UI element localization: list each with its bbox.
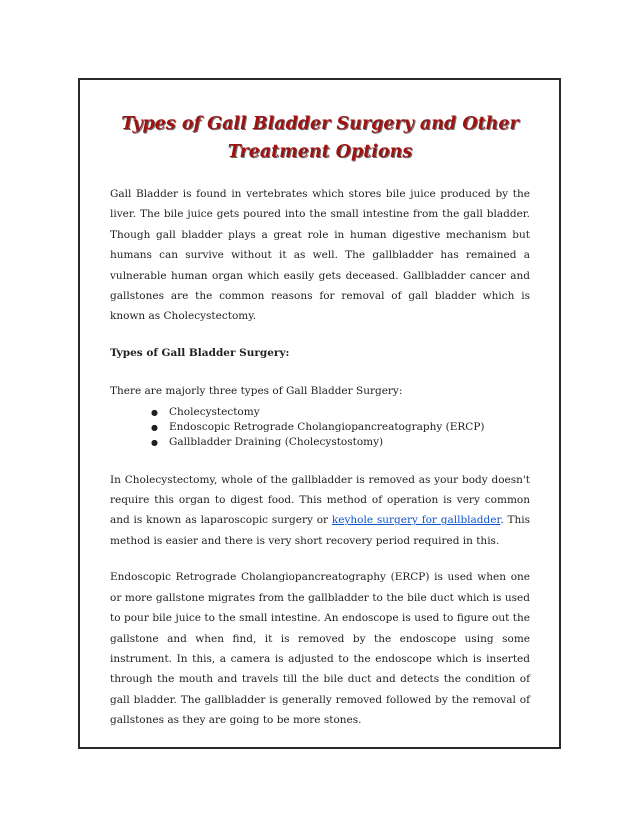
cholecystectomy-text-before-link: In Cholecystectomy, whole of the gallbladder is removed as your body doesn't require this organ to digest food. This method of operation is very common and is known as laparoscopic surgery or xyxy=(110,473,530,527)
title-line-2: Treatment Options xyxy=(227,142,413,162)
document-title xyxy=(110,110,530,166)
ercp-paragraph: Endoscopic Retrograde Cholangiopancreatography (ERCP) is used when one or more gallstone migrates from the gallbladder to the bile duct which is used to pour bile juice to the small intestine. An endoscope is used to figure out the gallstone and when find, it is removed by the endoscope using some instrument. In this, a camera is adjusted to the endoscope which is inserted through the mouth and travels till the bile duct and detects the condition of gall bladder. The gallbladder is generally removed followed by the removal of gallstones as they are going to be more stones. xyxy=(110,571,530,727)
title-line-1: Types of Gall Bladder Surgery and Other xyxy=(121,114,519,134)
list-item xyxy=(110,435,530,450)
cholecystectomy-text-after-link: . This method is easier and there is very short recovery period required in this. xyxy=(110,514,530,547)
list-intro-paragraph: There are majorly three types of Gall Bladder Surgery: xyxy=(110,385,403,398)
bullet-icon: ● xyxy=(151,407,158,417)
list-item-label: Endoscopic Retrograde Cholangiopancreatography (ERCP) xyxy=(169,420,485,433)
list-item xyxy=(110,405,530,420)
document-body xyxy=(110,110,530,731)
list-item-label: Cholecystectomy xyxy=(169,405,260,418)
surgery-types-list xyxy=(110,405,530,450)
section-heading-surgery-types: Types of Gall Bladder Surgery: xyxy=(110,346,290,359)
intro-paragraph: Gall Bladder is found in vertebrates which stores bile juice produced by the liver. The bile juice gets poured into the small intestine from the gall bladder. Though gall bladder plays a great role in human digestive mechanism but humans can survive without it as well. The gallbladder has remained a vulnerable human organ which easily gets deceased. Gallbladder cancer and gallstones are the common reasons for removal of gall bladder which is known as Cholecystectomy. xyxy=(110,188,530,323)
list-item-label: Gallbladder Draining (Cholecystostomy) xyxy=(169,435,384,448)
list-item xyxy=(110,420,530,435)
keyhole-surgery-link[interactable]: keyhole surgery for gallbladder xyxy=(331,514,501,527)
bullet-icon: ● xyxy=(151,437,158,447)
cholecystectomy-paragraph xyxy=(110,470,530,552)
bullet-icon: ● xyxy=(151,422,158,432)
